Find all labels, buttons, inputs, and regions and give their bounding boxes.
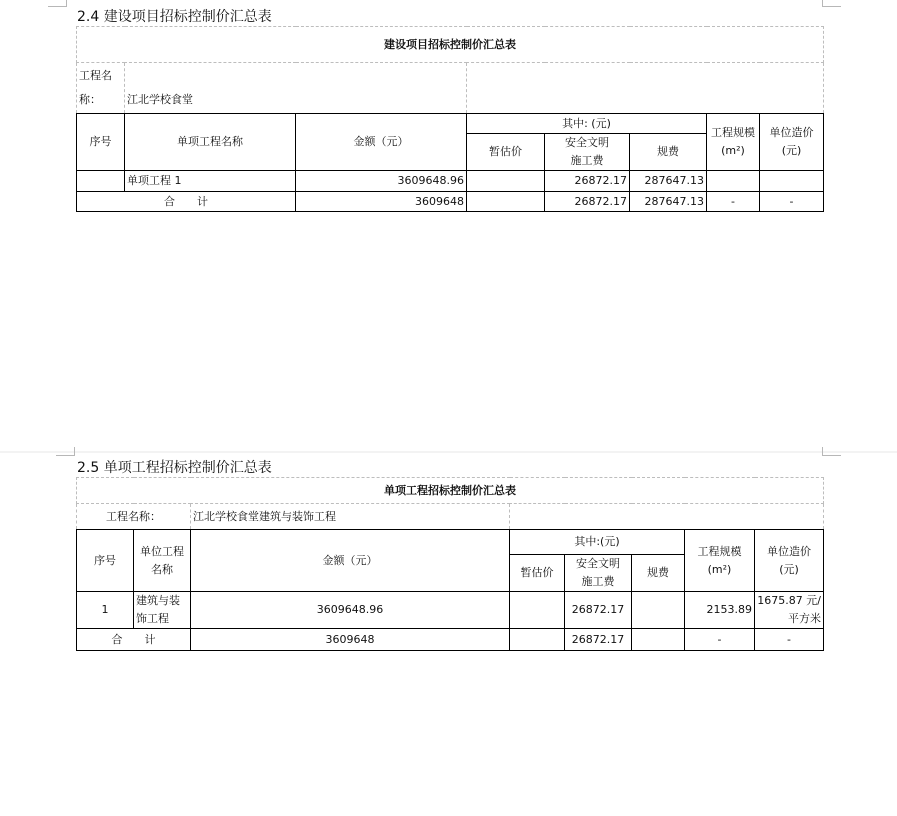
- header-item-name: 单位工程 名称: [134, 530, 191, 592]
- page-corner-mark: [48, 0, 67, 7]
- total-row: [77, 629, 824, 651]
- header-fees: 规费: [632, 555, 685, 592]
- total-fees: 287647.13: [630, 192, 707, 212]
- header-amount: 金额（元）: [191, 530, 510, 592]
- header-amount: 金额（元）: [296, 114, 467, 171]
- cell-amount: 3609648.96: [191, 592, 510, 629]
- blank-cell: [467, 63, 824, 114]
- cell-safety: 26872.17: [565, 592, 632, 629]
- header-safety: 安全文明 施工费: [565, 555, 632, 592]
- header-safety: 安全文明 施工费: [545, 134, 630, 171]
- header-of-which: 其中: (元): [467, 114, 707, 134]
- cell-fees: [632, 592, 685, 629]
- total-label: 合 计: [77, 192, 296, 212]
- total-label: 合 计: [77, 629, 191, 651]
- header-provisional: 暂估价: [467, 134, 545, 171]
- header-item-name: 单项工程名称: [125, 114, 296, 171]
- header-scale: 工程规模 (m²): [707, 114, 760, 171]
- project-name-value: 江北学校食堂: [125, 63, 467, 114]
- cell-scale: 2153.89: [685, 592, 755, 629]
- cell-scale: [707, 171, 760, 192]
- total-safety: 26872.17: [565, 629, 632, 651]
- cell-seq: [77, 171, 125, 192]
- header-scale: 工程规模 (m²): [685, 530, 755, 592]
- header-seq: 序号: [77, 530, 134, 592]
- header-seq: 序号: [77, 114, 125, 171]
- total-amount: 3609648: [296, 192, 467, 212]
- section-heading-2-4: 2.4 建设项目招标控制价汇总表: [77, 9, 272, 25]
- cell-fees: 287647.13: [630, 171, 707, 192]
- table-title: 建设项目招标控制价汇总表: [77, 27, 824, 63]
- table-title: 单项工程招标控制价汇总表: [77, 478, 824, 504]
- total-scale: -: [707, 192, 760, 212]
- cell-item-name: 建筑与装 饰工程: [134, 592, 191, 629]
- cell-unit-cost: [760, 171, 824, 192]
- total-safety: 26872.17: [545, 192, 630, 212]
- cell-safety: 26872.17: [545, 171, 630, 192]
- cell-seq: 1: [77, 592, 134, 629]
- header-provisional: 暂估价: [510, 555, 565, 592]
- cell-provisional: [510, 592, 565, 629]
- cell-item-name: 单项工程 1: [125, 171, 296, 192]
- project-name-label: 工程名称：: [77, 504, 191, 530]
- total-scale: -: [685, 629, 755, 651]
- header-unit-cost: 单位造价 (元): [755, 530, 824, 592]
- cell-unit-cost: 1675.87 元/ 平方米: [755, 592, 824, 629]
- page-corner-mark: [822, 447, 841, 456]
- single-item-summary-table: [76, 477, 824, 651]
- page-corner-mark: [56, 447, 75, 456]
- document-page-2: [0, 453, 897, 816]
- total-fees: [632, 629, 685, 651]
- project-name-label: 工程名 称：: [77, 63, 125, 114]
- project-summary-table: [76, 26, 824, 212]
- cell-amount: 3609648.96: [296, 171, 467, 192]
- header-fees: 规费: [630, 134, 707, 171]
- total-provisional: [510, 629, 565, 651]
- total-row: [77, 192, 824, 212]
- total-provisional: [467, 192, 545, 212]
- header-of-which: 其中:(元): [510, 530, 685, 555]
- header-unit-cost: 单位造价 (元): [760, 114, 824, 171]
- table-row: [77, 592, 824, 629]
- project-name-value: 江北学校食堂建筑与装饰工程: [191, 504, 510, 530]
- total-amount: 3609648: [191, 629, 510, 651]
- page-corner-mark: [822, 0, 841, 7]
- table-row: [77, 171, 824, 192]
- total-unit-cost: -: [760, 192, 824, 212]
- total-unit-cost: -: [755, 629, 824, 651]
- blank-cell: [510, 504, 824, 530]
- section-heading-2-5: 2.5 单项工程招标控制价汇总表: [77, 460, 272, 476]
- cell-provisional: [467, 171, 545, 192]
